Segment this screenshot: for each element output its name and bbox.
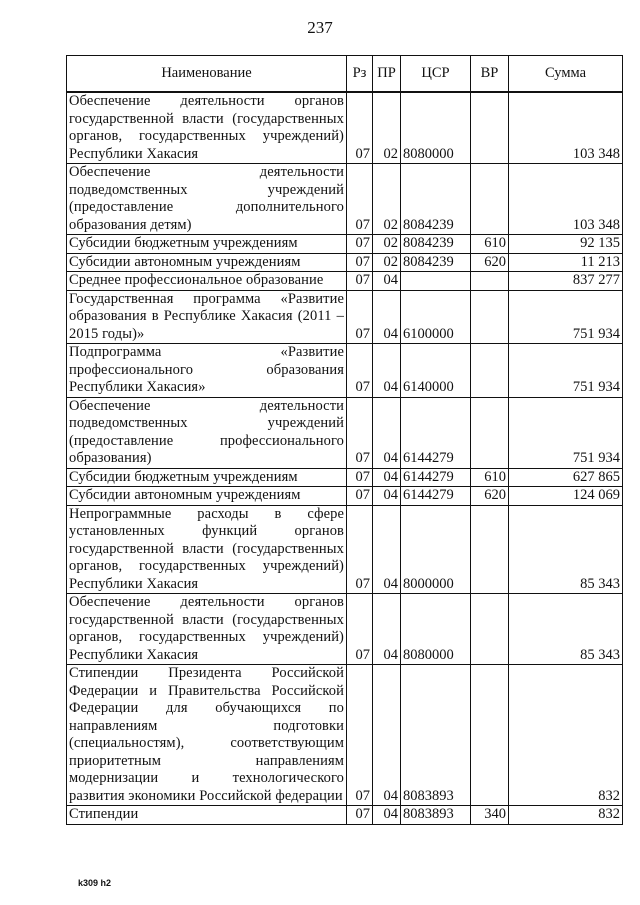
- cell-csr: 6100000: [401, 290, 471, 344]
- cell-name: Обеспечение деятельности подведомственных учреждений (предоставление дополнительного образования детям): [67, 164, 347, 235]
- cell-rz: 07: [347, 164, 373, 235]
- table-row: [67, 806, 623, 825]
- cell-pr: 02: [373, 92, 401, 164]
- cell-sum: 837 277: [509, 272, 623, 291]
- table-row: [67, 468, 623, 487]
- header-csr: ЦСР: [401, 56, 471, 93]
- cell-rz: 07: [347, 344, 373, 398]
- cell-pr: 04: [373, 272, 401, 291]
- cell-sum: 103 348: [509, 92, 623, 164]
- cell-rz: 07: [347, 253, 373, 272]
- cell-sum: 85 343: [509, 505, 623, 594]
- cell-pr: 04: [373, 487, 401, 506]
- cell-name: Среднее профессиональное образование: [67, 272, 347, 291]
- cell-rz: 07: [347, 290, 373, 344]
- cell-vr: [471, 344, 509, 398]
- cell-name: Стипендии Президента Российской Федерации и Правительства Российской Федерации для обучающихся по направлениям подготовки (специальностям), соответствующим приоритетным направлениям модернизации и технологического развития экономики Российской федерации: [67, 665, 347, 806]
- cell-pr: 04: [373, 290, 401, 344]
- header-pr: ПР: [373, 56, 401, 93]
- cell-sum: 124 069: [509, 487, 623, 506]
- cell-vr: [471, 505, 509, 594]
- table-header-row: [67, 56, 623, 93]
- cell-name: Стипендии: [67, 806, 347, 825]
- cell-pr: 02: [373, 235, 401, 254]
- cell-vr: [471, 92, 509, 164]
- table-row: [67, 505, 623, 594]
- table-row: [67, 594, 623, 665]
- cell-csr: [401, 272, 471, 291]
- cell-rz: 07: [347, 806, 373, 825]
- cell-rz: 07: [347, 487, 373, 506]
- cell-csr: 6144279: [401, 397, 471, 468]
- page-number: 237: [307, 18, 333, 37]
- cell-pr: 04: [373, 344, 401, 398]
- footer-code: k309 h2: [78, 878, 112, 888]
- table-row: [67, 164, 623, 235]
- cell-sum: 751 934: [509, 344, 623, 398]
- table-row: [67, 290, 623, 344]
- table-row: [67, 272, 623, 291]
- cell-vr: 610: [471, 235, 509, 254]
- cell-name: Субсидии бюджетным учреждениям: [67, 468, 347, 487]
- header-name: Наименование: [67, 56, 347, 93]
- cell-sum: 85 343: [509, 594, 623, 665]
- table-row: [67, 665, 623, 806]
- header-vr: ВР: [471, 56, 509, 93]
- cell-name: Непрограммные расходы в сфере установленных функций органов государственной власти (государственных органов, государственных учреждений) Республики Хакасия: [67, 505, 347, 594]
- cell-pr: 04: [373, 505, 401, 594]
- cell-pr: 04: [373, 665, 401, 806]
- cell-csr: 8084239: [401, 253, 471, 272]
- table-row: [67, 253, 623, 272]
- cell-csr: 8084239: [401, 164, 471, 235]
- cell-rz: 07: [347, 594, 373, 665]
- cell-rz: 07: [347, 272, 373, 291]
- cell-vr: [471, 290, 509, 344]
- cell-csr: 8083893: [401, 806, 471, 825]
- cell-sum: 103 348: [509, 164, 623, 235]
- cell-rz: 07: [347, 505, 373, 594]
- cell-vr: [471, 397, 509, 468]
- cell-pr: 04: [373, 468, 401, 487]
- cell-name: Субсидии автономным учреждениям: [67, 487, 347, 506]
- cell-csr: 8080000: [401, 92, 471, 164]
- cell-sum: 832: [509, 806, 623, 825]
- cell-vr: 340: [471, 806, 509, 825]
- budget-table: [66, 55, 623, 825]
- cell-pr: 02: [373, 253, 401, 272]
- header-sum: Сумма: [509, 56, 623, 93]
- cell-pr: 04: [373, 806, 401, 825]
- cell-sum: 92 135: [509, 235, 623, 254]
- cell-csr: 6144279: [401, 468, 471, 487]
- cell-name: Обеспечение деятельности органов государственной власти (государственных органов, государственных учреждений) Республики Хакасия: [67, 92, 347, 164]
- cell-rz: 07: [347, 665, 373, 806]
- cell-vr: [471, 594, 509, 665]
- cell-name: Субсидии автономным учреждениям: [67, 253, 347, 272]
- cell-vr: [471, 272, 509, 291]
- table-row: [67, 344, 623, 398]
- cell-rz: 07: [347, 468, 373, 487]
- cell-csr: 8083893: [401, 665, 471, 806]
- cell-vr: 620: [471, 487, 509, 506]
- table-row: [67, 92, 623, 164]
- cell-name: Государственная программа «Развитие образования в Республике Хакасия (2011 – 2015 годы)»: [67, 290, 347, 344]
- cell-name: Субсидии бюджетным учреждениям: [67, 235, 347, 254]
- cell-vr: 620: [471, 253, 509, 272]
- cell-rz: 07: [347, 235, 373, 254]
- cell-vr: [471, 665, 509, 806]
- table-row: [67, 487, 623, 506]
- cell-csr: 8084239: [401, 235, 471, 254]
- cell-sum: 751 934: [509, 397, 623, 468]
- cell-name: Обеспечение деятельности органов государственной власти (государственных органов, государственных учреждений) Республики Хакасия: [67, 594, 347, 665]
- cell-sum: 832: [509, 665, 623, 806]
- cell-vr: [471, 164, 509, 235]
- table-row: [67, 235, 623, 254]
- table-row: [67, 397, 623, 468]
- cell-csr: 8080000: [401, 594, 471, 665]
- cell-rz: 07: [347, 92, 373, 164]
- cell-name: Подпрограмма «Развитие профессионального образования Республики Хакасия»: [67, 344, 347, 398]
- cell-sum: 627 865: [509, 468, 623, 487]
- cell-rz: 07: [347, 397, 373, 468]
- cell-sum: 11 213: [509, 253, 623, 272]
- cell-pr: 04: [373, 594, 401, 665]
- header-rz: Рз: [347, 56, 373, 93]
- cell-vr: 610: [471, 468, 509, 487]
- cell-pr: 02: [373, 164, 401, 235]
- cell-pr: 04: [373, 397, 401, 468]
- cell-csr: 6144279: [401, 487, 471, 506]
- cell-csr: 6140000: [401, 344, 471, 398]
- cell-sum: 751 934: [509, 290, 623, 344]
- cell-csr: 8000000: [401, 505, 471, 594]
- cell-name: Обеспечение деятельности подведомственных учреждений (предоставление профессионального образования): [67, 397, 347, 468]
